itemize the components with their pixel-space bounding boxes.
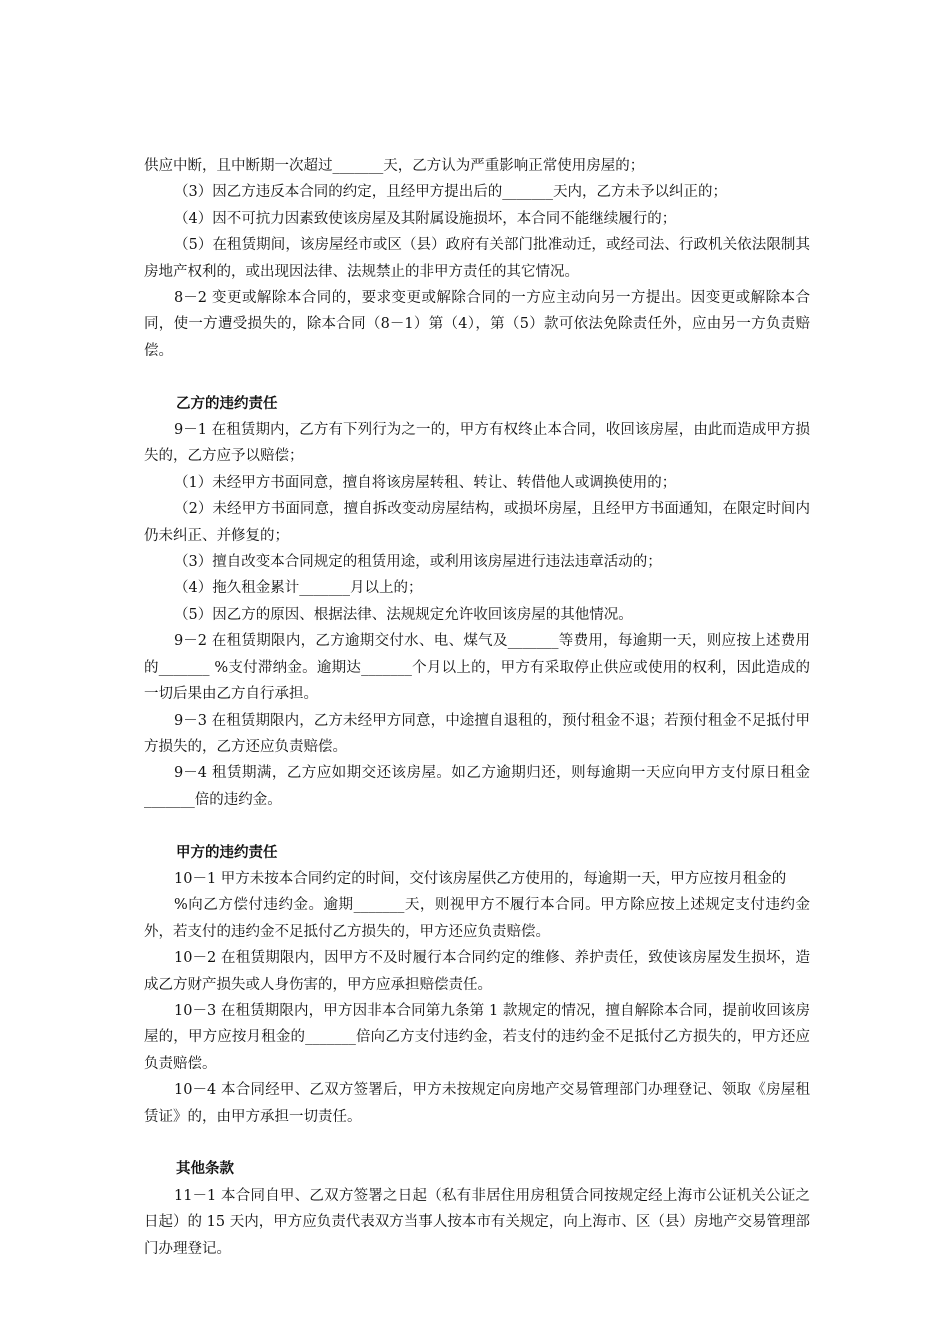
paragraph-9-1-4: （4）拖久租金累计_______月以上的； xyxy=(174,580,423,597)
paragraph-9-1-5: （5）因乙方的原因、根据法律、法规规定允许收回该房屋的其他情况。 xyxy=(174,606,633,623)
paragraph-8-1-4: （4）因不可抗力因素致使该房屋及其附属设施损坏，本合同不能继续履行的； xyxy=(174,210,677,227)
paragraph-9-1-2: （2）未经甲方书面同意，擅自拆改变动房屋结构，或损坏房屋，且经甲方书面通知，在限定时间内仍未纠正、并修复的； xyxy=(144,501,810,544)
paragraph-8-1-2-cont: 供应中断，且中断期一次超过_______天，乙方认为严重影响正常使用房屋的； xyxy=(144,158,645,174)
section-heading-other-terms: 其他条款 xyxy=(176,1161,234,1178)
paragraph-9-1: 9－1 在租赁期内，乙方有下列行为之一的，甲方有权终止本合同，收回该房屋，由此而造成甲方损失的，乙方应予以赔偿； xyxy=(144,422,810,465)
spacer xyxy=(144,1130,810,1156)
paragraph-9-2: 9－2 在租赁期限内，乙方逾期交付水、电、煤气及_______等费用，每逾期一天，则应按上述费用的_______ %支付滞纳金。逾期达_______个月以上的，甲方有采取停止供应或使用的权利，因此造成的一切后果由乙方自行承担。 xyxy=(144,633,810,703)
section-heading-lessee-liability: 乙方的违约责任 xyxy=(176,395,278,412)
paragraph-8-1-5: （5）在租赁期间，该房屋经市或区（县）政府有关部门批准动迁，或经司法、行政机关依法限制其房地产权利的，或出现因法律、法规禁止的非甲方责任的其它情况。 xyxy=(144,237,810,280)
paragraph-8-1-3: （3）因乙方违反本合同的约定，且经甲方提出后的_______天内，乙方未予以纠正的； xyxy=(174,184,727,201)
paragraph-10-1-cont: %向乙方偿付违约金。逾期_______天，则视甲方不履行本合同。甲方除应按上述规定支付违约金外，若支付的违约金不足抵付乙方损失的，甲方还应负责赔偿。 xyxy=(144,897,810,940)
section-heading-lessor-liability: 甲方的违约责任 xyxy=(176,844,278,861)
paragraph-10-4: 10－4 本合同经甲、乙双方签署后，甲方未按规定向房地产交易管理部门办理登记、领取《房屋租赁证》的，由甲方承担一切责任。 xyxy=(144,1082,810,1125)
paragraph-10-2: 10－2 在租赁期限内，因甲方不及时履行本合同约定的维修、养护责任，致使该房屋发生损坏，造成乙方财产损失或人身伤害的，甲方应承担赔偿责任。 xyxy=(144,950,810,993)
paragraph-10-3: 10－3 在租赁期限内，甲方因非本合同第九条第 1 款规定的情况，擅自解除本合同，提前收回该房屋的，甲方应按月租金的_______倍向乙方支付违约金，若支付的违约金不足抵付乙方损失的，甲方还应负责赔偿。 xyxy=(144,1002,810,1072)
paragraph-11-1: 11－1 本合同自甲、乙双方签署之日起（私有非居住用房租赁合同按规定经上海市公证机关公证之日起）的 15 天内，甲方应负责代表双方当事人按本市有关规定，向上海市、区（县）房地产交易管理部门办理登记。 xyxy=(144,1187,810,1257)
paragraph-9-1-3: （3）擅自改变本合同规定的租赁用途，或利用该房屋进行违法违章活动的； xyxy=(174,554,662,571)
paragraph-9-1-1: （1）未经甲方书面同意，擅自将该房屋转租、转让、转借他人或调换使用的； xyxy=(174,474,677,491)
paragraph-9-4: 9－4 租赁期满，乙方应如期交还该房屋。如乙方逾期归还，则每逾期一天应向甲方支付原日租金_______倍的违约金。 xyxy=(144,765,810,808)
spacer xyxy=(144,813,810,839)
paragraph-8-2: 8－2 变更或解除本合同的，要求变更或解除合同的一方应主动向另一方提出。因变更或解除本合同，使一方遭受损失的，除本合同（8－1）第（4），第（5）款可依法免除责任外，应由另一方负责赔偿。 xyxy=(144,290,810,359)
paragraph-9-3: 9－3 在租赁期限内，乙方未经甲方同意，中途擅自退租的，预付租金不退；若预付租金不足抵付甲方损失的，乙方还应负责赔偿。 xyxy=(144,712,810,755)
spacer xyxy=(144,364,810,390)
paragraph-10-1: 10－1 甲方未按本合同约定的时间，交付该房屋供乙方使用的，每逾期一天，甲方应按月租金的 xyxy=(174,870,787,887)
